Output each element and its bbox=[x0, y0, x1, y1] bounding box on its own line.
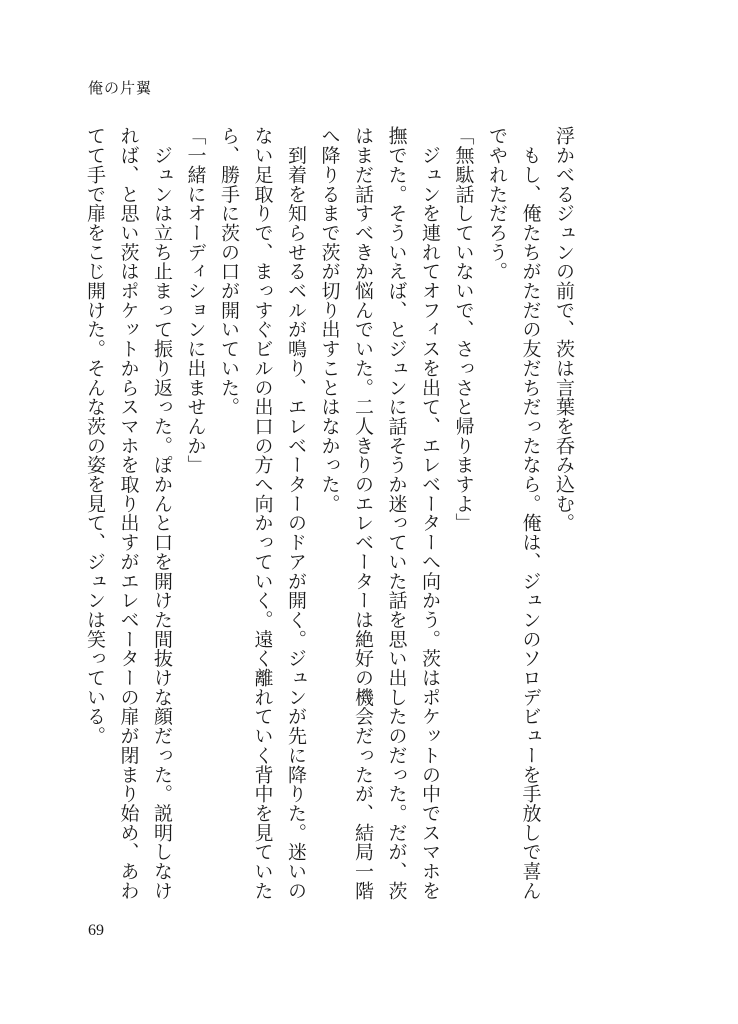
running-head: 俺の片翼 bbox=[88, 79, 153, 97]
text-line: はまだ話すべきか悩んでいた。二人きりのエレベーターは絶好の機会だったが、結局一階 bbox=[352, 126, 374, 900]
text-line: 到着を知らせるベルが鳴り、エレベーターのドアが開く。ジュンが先に降りた。迷いの bbox=[285, 126, 307, 900]
text-line: 「一緒にオーディションに出ませんか」 bbox=[184, 126, 207, 475]
page-number: 69 bbox=[88, 922, 104, 939]
text-line: もし、俺たちがただの友だちだったなら。俺は、ジュンのソロデビューを手放しで喜ん bbox=[519, 126, 542, 900]
body-text bbox=[78, 126, 581, 946]
text-line: ジュンは立ち止まって振り返った。ぽかんと口を開けた間抜けな顔だった。説明しなけ bbox=[151, 126, 173, 900]
text-line: 浮かべるジュンの前で、茨は言葉を呑み込む。 bbox=[553, 126, 575, 533]
text-line: てて手で扉をこじ開けた。そんな茨の姿を見て、ジュンは笑っている。 bbox=[84, 126, 106, 746]
text-line: れば、と思い茨はポケットからスマホを取り出すがエレベーターの扉が閉まり始め、あわ bbox=[117, 126, 140, 900]
text-line: ない足取りで、まっすぐビルの出口の方へ向かっていく。遠く離れていく背中を見ていた bbox=[251, 126, 274, 900]
text-line: ジュンを連れてオフィスを出て、エレベーターへ向かう。茨はポケットの中でスマホを bbox=[419, 126, 441, 900]
text-line: 「無駄話していないで、さっさと帰りますよ」 bbox=[452, 126, 475, 533]
text-line: 撫でた。そういえば、とジュンに話そうか迷っていた話を思い出したのだった。だが、茨 bbox=[385, 126, 408, 900]
text-line: ら、勝手に茨の口が開いていた。 bbox=[218, 126, 240, 417]
text-line: でやれただろう。 bbox=[486, 126, 508, 281]
text-line: へ降りるまで茨が切り出すことはなかった。 bbox=[318, 126, 341, 513]
